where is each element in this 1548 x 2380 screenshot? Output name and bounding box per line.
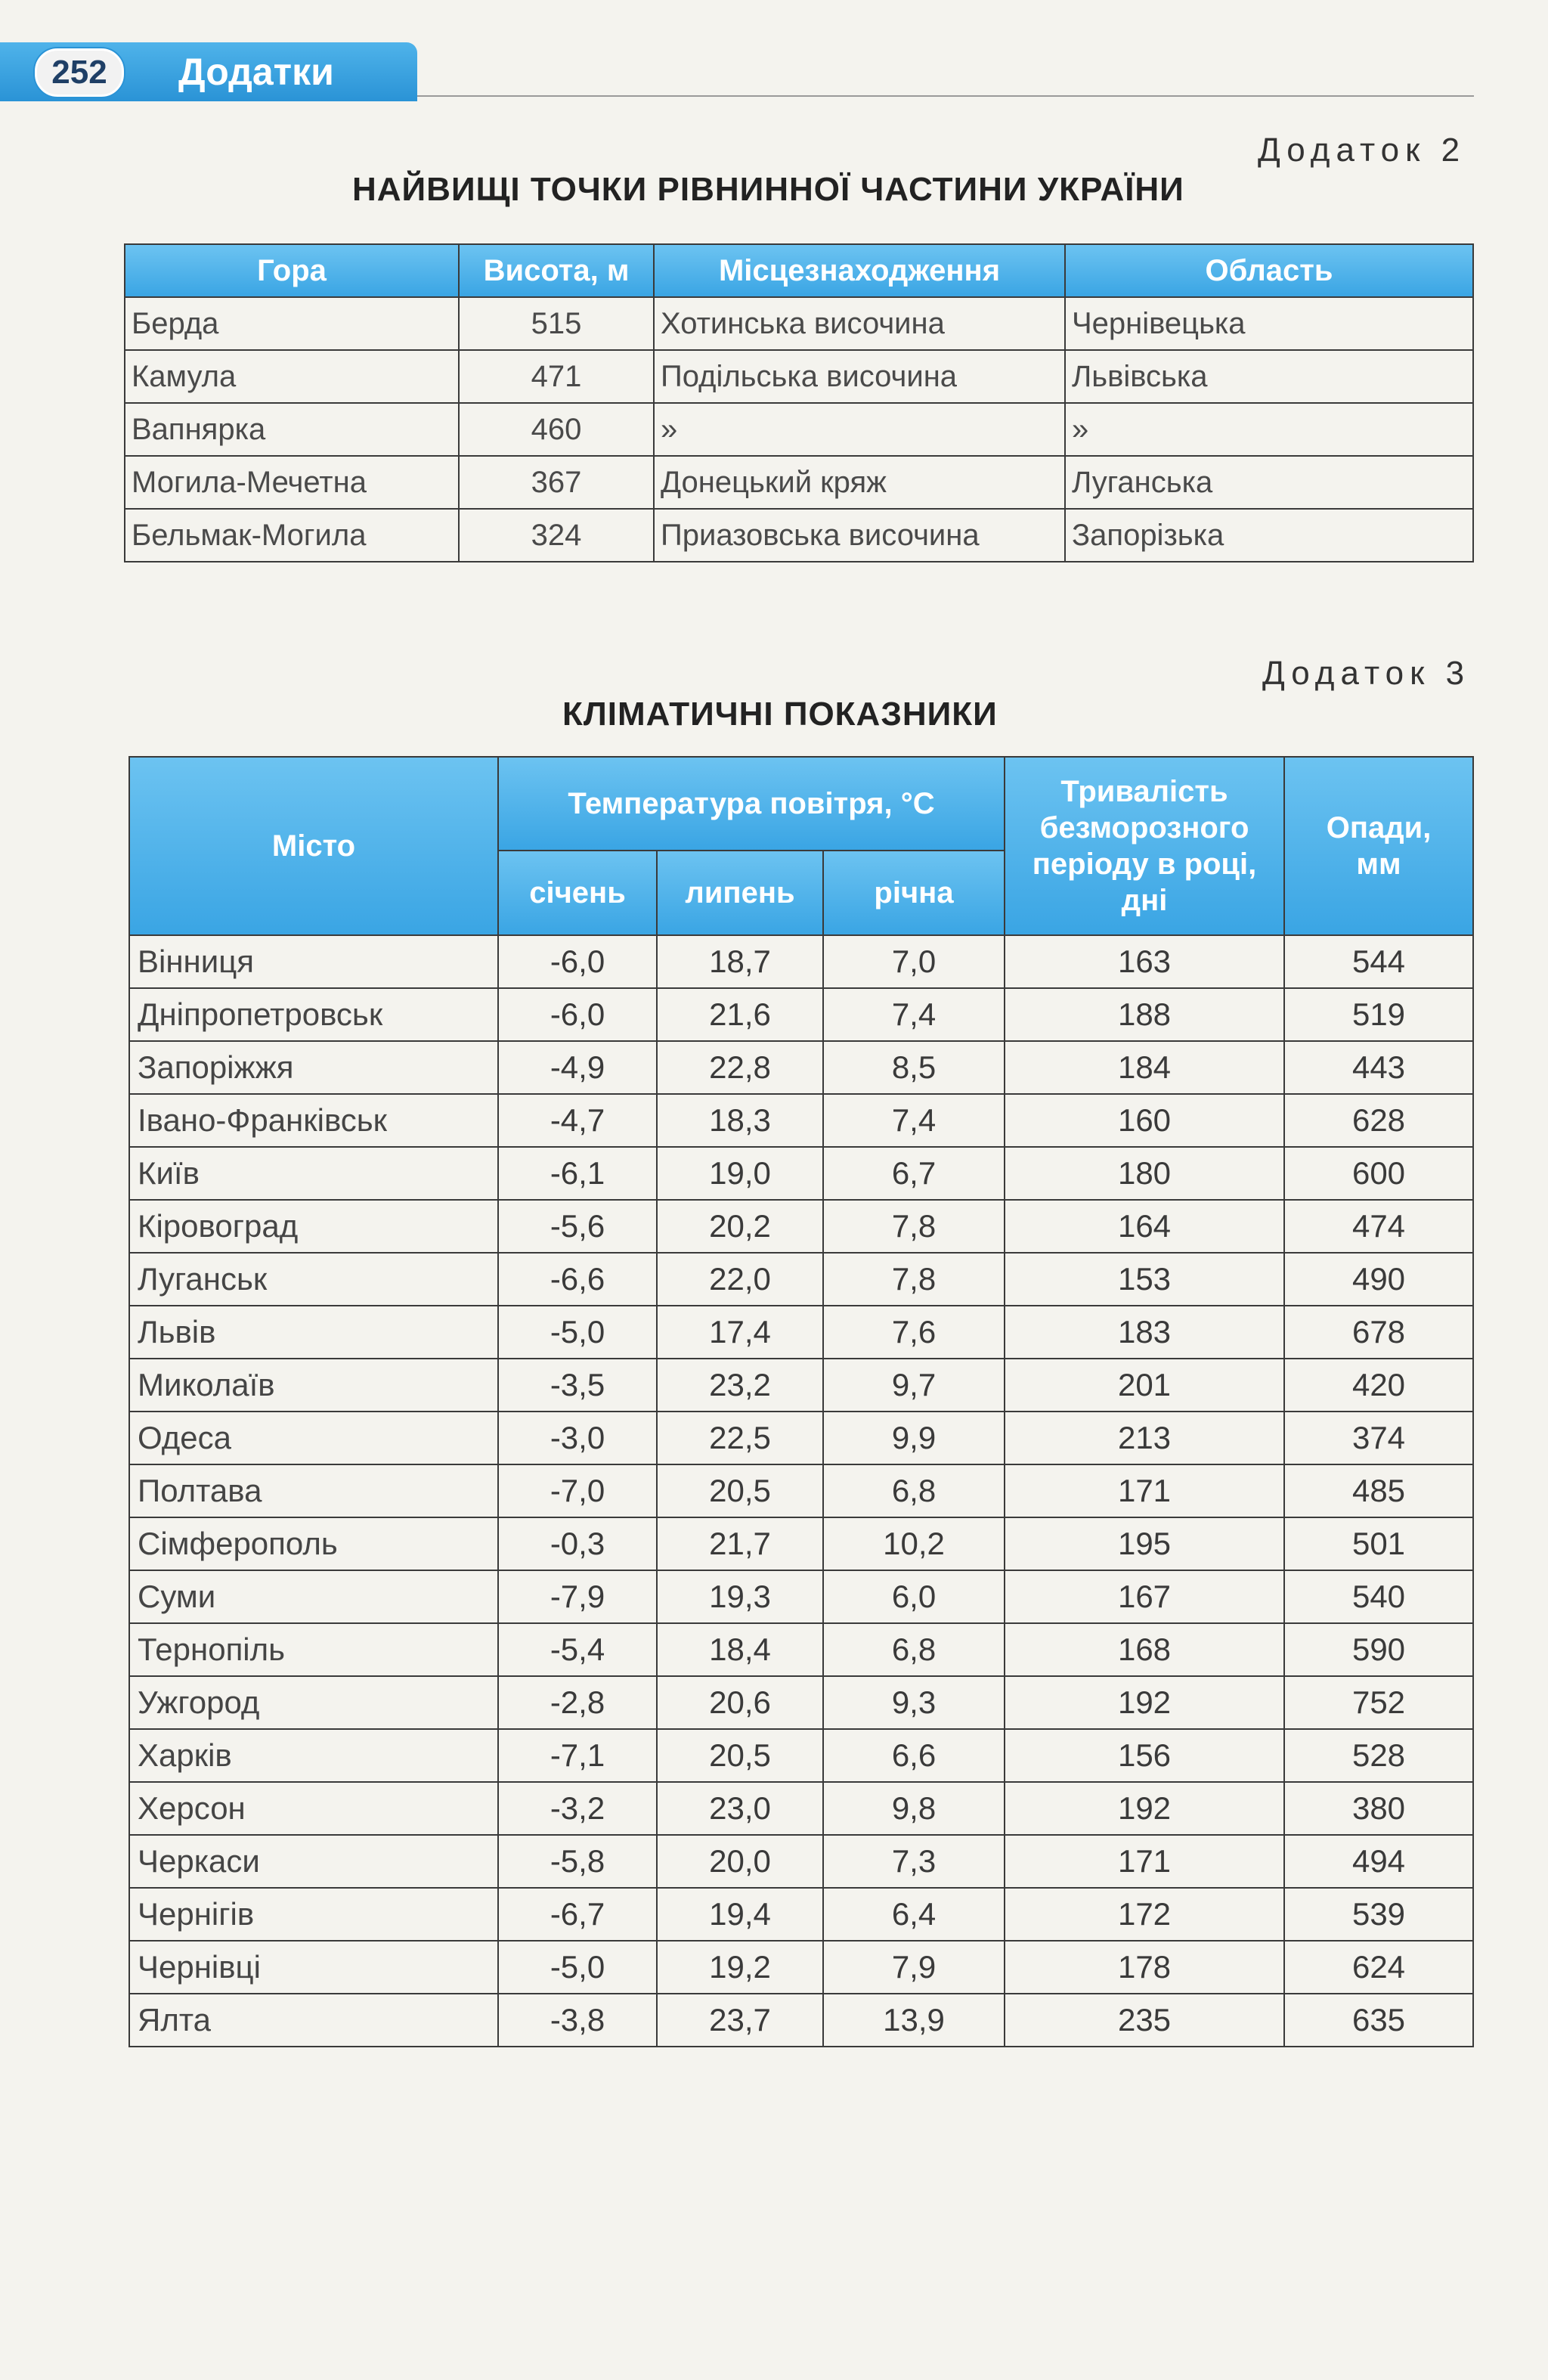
precipitation-cell: 590 (1284, 1623, 1473, 1676)
column-header: Гора (125, 244, 459, 297)
precipitation-cell: 519 (1284, 988, 1473, 1041)
july-temp-cell: 21,6 (657, 988, 823, 1041)
frost-free-days-cell: 180 (1005, 1147, 1284, 1200)
table-row (129, 1094, 1473, 1147)
annual-temp-cell: 9,3 (823, 1676, 1005, 1729)
july-temp-cell: 21,7 (657, 1517, 823, 1570)
frost-free-days-cell: 213 (1005, 1412, 1284, 1464)
precipitation-cell: 600 (1284, 1147, 1473, 1200)
july-temp-cell: 18,4 (657, 1623, 823, 1676)
location-cell: Донецький кряж (654, 456, 1065, 509)
column-header: Область (1065, 244, 1473, 297)
city-cell: Харків (129, 1729, 498, 1782)
frost-free-days-cell: 171 (1005, 1464, 1284, 1517)
precipitation-cell: 420 (1284, 1359, 1473, 1412)
annual-temp-cell: 7,4 (823, 988, 1005, 1041)
precipitation-cell: 635 (1284, 1994, 1473, 2047)
july-temp-cell: 23,7 (657, 1994, 823, 2047)
city-cell: Тернопіль (129, 1623, 498, 1676)
city-cell: Чернівці (129, 1941, 498, 1994)
annual-temp-cell: 6,7 (823, 1147, 1005, 1200)
july-temp-cell: 23,2 (657, 1359, 823, 1412)
july-temp-cell: 18,3 (657, 1094, 823, 1147)
january-temp-cell: -6,0 (498, 988, 657, 1041)
july-temp-cell: 22,0 (657, 1253, 823, 1306)
precipitation-cell: 501 (1284, 1517, 1473, 1570)
annual-temp-cell: 6,4 (823, 1888, 1005, 1941)
city-cell: Дніпропетровськ (129, 988, 498, 1041)
january-header: січень (498, 851, 657, 935)
table-row (129, 1729, 1473, 1782)
annual-temp-cell: 7,8 (823, 1200, 1005, 1253)
precipitation-cell: 485 (1284, 1464, 1473, 1517)
peak-name-cell: Камула (125, 350, 459, 403)
july-temp-cell: 22,5 (657, 1412, 823, 1464)
frost-free-days-cell: 235 (1005, 1994, 1284, 2047)
city-cell: Луганськ (129, 1253, 498, 1306)
annual-temp-cell: 6,0 (823, 1570, 1005, 1623)
table-row (129, 1570, 1473, 1623)
january-temp-cell: -3,5 (498, 1359, 657, 1412)
section-tab (0, 42, 417, 101)
precipitation-cell: 490 (1284, 1253, 1473, 1306)
january-temp-cell: -6,1 (498, 1147, 657, 1200)
july-temp-cell: 19,3 (657, 1570, 823, 1623)
city-cell: Одеса (129, 1412, 498, 1464)
january-temp-cell: -7,1 (498, 1729, 657, 1782)
frost-free-days-cell: 178 (1005, 1941, 1284, 1994)
frost-free-days-cell: 201 (1005, 1359, 1284, 1412)
january-temp-cell: -4,7 (498, 1094, 657, 1147)
annual-header: річна (823, 851, 1005, 935)
annual-temp-cell: 9,9 (823, 1412, 1005, 1464)
table-row (129, 1676, 1473, 1729)
table-row (129, 1994, 1473, 2047)
city-cell: Полтава (129, 1464, 498, 1517)
annual-temp-cell: 7,8 (823, 1253, 1005, 1306)
january-temp-cell: -5,0 (498, 1941, 657, 1994)
table-row (129, 1147, 1473, 1200)
peak-name-cell: Берда (125, 297, 459, 350)
annual-temp-cell: 7,3 (823, 1835, 1005, 1888)
height-cell: 515 (459, 297, 654, 350)
frost-free-days-cell: 172 (1005, 1888, 1284, 1941)
july-temp-cell: 18,7 (657, 935, 823, 988)
location-cell: Хотинська височина (654, 297, 1065, 350)
january-temp-cell: -5,8 (498, 1835, 657, 1888)
city-cell: Івано-Франківськ (129, 1094, 498, 1147)
city-cell: Київ (129, 1147, 498, 1200)
climate-header-row-1 (129, 757, 1473, 851)
january-temp-cell: -5,0 (498, 1306, 657, 1359)
january-temp-cell: -6,0 (498, 935, 657, 988)
column-header: Місцезнаходження (654, 244, 1065, 297)
height-cell: 471 (459, 350, 654, 403)
annual-temp-cell: 6,6 (823, 1729, 1005, 1782)
precipitation-cell: 624 (1284, 1941, 1473, 1994)
frost-free-days-cell: 168 (1005, 1623, 1284, 1676)
table-row (129, 1941, 1473, 1994)
table-row (129, 988, 1473, 1041)
frost-free-days-cell: 183 (1005, 1306, 1284, 1359)
annual-temp-cell: 7,4 (823, 1094, 1005, 1147)
table-row (129, 1623, 1473, 1676)
precipitation-cell: 443 (1284, 1041, 1473, 1094)
table-row (129, 1517, 1473, 1570)
annual-temp-cell: 7,9 (823, 1941, 1005, 1994)
precipitation-cell: 528 (1284, 1729, 1473, 1782)
july-temp-cell: 20,5 (657, 1729, 823, 1782)
frost-free-days-cell: 184 (1005, 1041, 1284, 1094)
precipitation-cell: 544 (1284, 935, 1473, 988)
january-temp-cell: -3,2 (498, 1782, 657, 1835)
january-temp-cell: -7,0 (498, 1464, 657, 1517)
july-temp-cell: 23,0 (657, 1782, 823, 1835)
peaks-table (124, 243, 1474, 562)
frost-free-days-cell: 163 (1005, 935, 1284, 988)
location-cell: » (654, 403, 1065, 456)
table-row (129, 1782, 1473, 1835)
table-row (129, 1253, 1473, 1306)
january-temp-cell: -7,9 (498, 1570, 657, 1623)
peak-name-cell: Могила-Мечетна (125, 456, 459, 509)
climate-table-title: КЛІМАТИЧНІ ПОКАЗНИКИ (562, 696, 998, 733)
july-temp-cell: 19,0 (657, 1147, 823, 1200)
table-row (129, 1306, 1473, 1359)
annual-temp-cell: 10,2 (823, 1517, 1005, 1570)
precipitation-cell: 474 (1284, 1200, 1473, 1253)
table-row (129, 1835, 1473, 1888)
region-cell: Львівська (1065, 350, 1473, 403)
precipitation-cell: 374 (1284, 1412, 1473, 1464)
peak-name-cell: Вапнярка (125, 403, 459, 456)
annual-temp-cell: 8,5 (823, 1041, 1005, 1094)
frost-free-days-cell: 192 (1005, 1676, 1284, 1729)
january-temp-cell: -3,0 (498, 1412, 657, 1464)
frost-free-days-cell: 195 (1005, 1517, 1284, 1570)
january-temp-cell: -2,8 (498, 1676, 657, 1729)
city-cell: Ялта (129, 1994, 498, 2047)
height-cell: 460 (459, 403, 654, 456)
july-temp-cell: 22,8 (657, 1041, 823, 1094)
location-cell: Подільська височина (654, 350, 1065, 403)
frost-free-days-cell: 160 (1005, 1094, 1284, 1147)
january-temp-cell: -6,6 (498, 1253, 657, 1306)
table-row (129, 935, 1473, 988)
column-header: Висота, м (459, 244, 654, 297)
appendix-2-label: Додаток 2 (1258, 132, 1466, 169)
precipitation-cell: 678 (1284, 1306, 1473, 1359)
peaks-table-title: НАЙВИЩІ ТОЧКИ РІВНИННОЇ ЧАСТИНИ УКРАЇНИ (352, 171, 1184, 208)
table-row (129, 1464, 1473, 1517)
table-row (129, 1359, 1473, 1412)
annual-temp-cell: 6,8 (823, 1464, 1005, 1517)
city-cell: Львів (129, 1306, 498, 1359)
january-temp-cell: -6,7 (498, 1888, 657, 1941)
frost-free-header: Тривалість безморозного періоду в році, дні (1005, 757, 1284, 935)
page-number: 252 (35, 48, 124, 97)
july-temp-cell: 19,4 (657, 1888, 823, 1941)
july-temp-cell: 20,6 (657, 1676, 823, 1729)
appendix-3-label: Додаток 3 (1262, 655, 1471, 692)
july-header: липень (657, 851, 823, 935)
city-cell: Суми (129, 1570, 498, 1623)
frost-free-days-cell: 153 (1005, 1253, 1284, 1306)
city-cell: Чернігів (129, 1888, 498, 1941)
frost-free-days-cell: 192 (1005, 1782, 1284, 1835)
annual-temp-cell: 9,8 (823, 1782, 1005, 1835)
july-temp-cell: 19,2 (657, 1941, 823, 1994)
table-row (125, 509, 1473, 562)
january-temp-cell: -0,3 (498, 1517, 657, 1570)
annual-temp-cell: 9,7 (823, 1359, 1005, 1412)
annual-temp-cell: 7,6 (823, 1306, 1005, 1359)
precipitation-cell: 380 (1284, 1782, 1473, 1835)
frost-free-days-cell: 164 (1005, 1200, 1284, 1253)
header-divider (417, 95, 1474, 97)
city-cell: Черкаси (129, 1835, 498, 1888)
frost-free-days-cell: 156 (1005, 1729, 1284, 1782)
frost-free-days-cell: 167 (1005, 1570, 1284, 1623)
temperature-header: Температура повітря, °С (498, 757, 1005, 851)
climate-body (129, 935, 1473, 2047)
region-cell: Запорізька (1065, 509, 1473, 562)
precipitation-header: Опади, мм (1284, 757, 1473, 935)
july-temp-cell: 17,4 (657, 1306, 823, 1359)
table-row (129, 1412, 1473, 1464)
location-cell: Приазовська височина (654, 509, 1065, 562)
january-temp-cell: -5,4 (498, 1623, 657, 1676)
city-cell: Вінниця (129, 935, 498, 988)
city-cell: Кіровоград (129, 1200, 498, 1253)
precipitation-cell: 540 (1284, 1570, 1473, 1623)
table-row (129, 1200, 1473, 1253)
precipitation-cell: 539 (1284, 1888, 1473, 1941)
height-cell: 367 (459, 456, 654, 509)
page-header (0, 42, 1474, 104)
precipitation-cell: 752 (1284, 1676, 1473, 1729)
city-cell: Миколаїв (129, 1359, 498, 1412)
peaks-body (125, 297, 1473, 562)
city-cell: Сімферополь (129, 1517, 498, 1570)
height-cell: 324 (459, 509, 654, 562)
table-row (125, 297, 1473, 350)
region-cell: Чернівецька (1065, 297, 1473, 350)
july-temp-cell: 20,2 (657, 1200, 823, 1253)
city-cell: Ужгород (129, 1676, 498, 1729)
section-title: Додатки (178, 51, 334, 93)
annual-temp-cell: 7,0 (823, 935, 1005, 988)
july-temp-cell: 20,5 (657, 1464, 823, 1517)
table-row (129, 1888, 1473, 1941)
table-row (125, 456, 1473, 509)
region-cell: » (1065, 403, 1473, 456)
city-cell: Херсон (129, 1782, 498, 1835)
annual-temp-cell: 6,8 (823, 1623, 1005, 1676)
january-temp-cell: -3,8 (498, 1994, 657, 2047)
precipitation-cell: 628 (1284, 1094, 1473, 1147)
peak-name-cell: Бельмак-Могила (125, 509, 459, 562)
city-header: Місто (129, 757, 498, 935)
frost-free-days-cell: 171 (1005, 1835, 1284, 1888)
january-temp-cell: -4,9 (498, 1041, 657, 1094)
frost-free-days-cell: 188 (1005, 988, 1284, 1041)
january-temp-cell: -5,6 (498, 1200, 657, 1253)
table-row (125, 403, 1473, 456)
climate-table (128, 756, 1474, 2047)
precipitation-cell: 494 (1284, 1835, 1473, 1888)
peaks-header-row (125, 244, 1473, 297)
table-row (129, 1041, 1473, 1094)
region-cell: Луганська (1065, 456, 1473, 509)
annual-temp-cell: 13,9 (823, 1994, 1005, 2047)
table-row (125, 350, 1473, 403)
july-temp-cell: 20,0 (657, 1835, 823, 1888)
city-cell: Запоріжжя (129, 1041, 498, 1094)
